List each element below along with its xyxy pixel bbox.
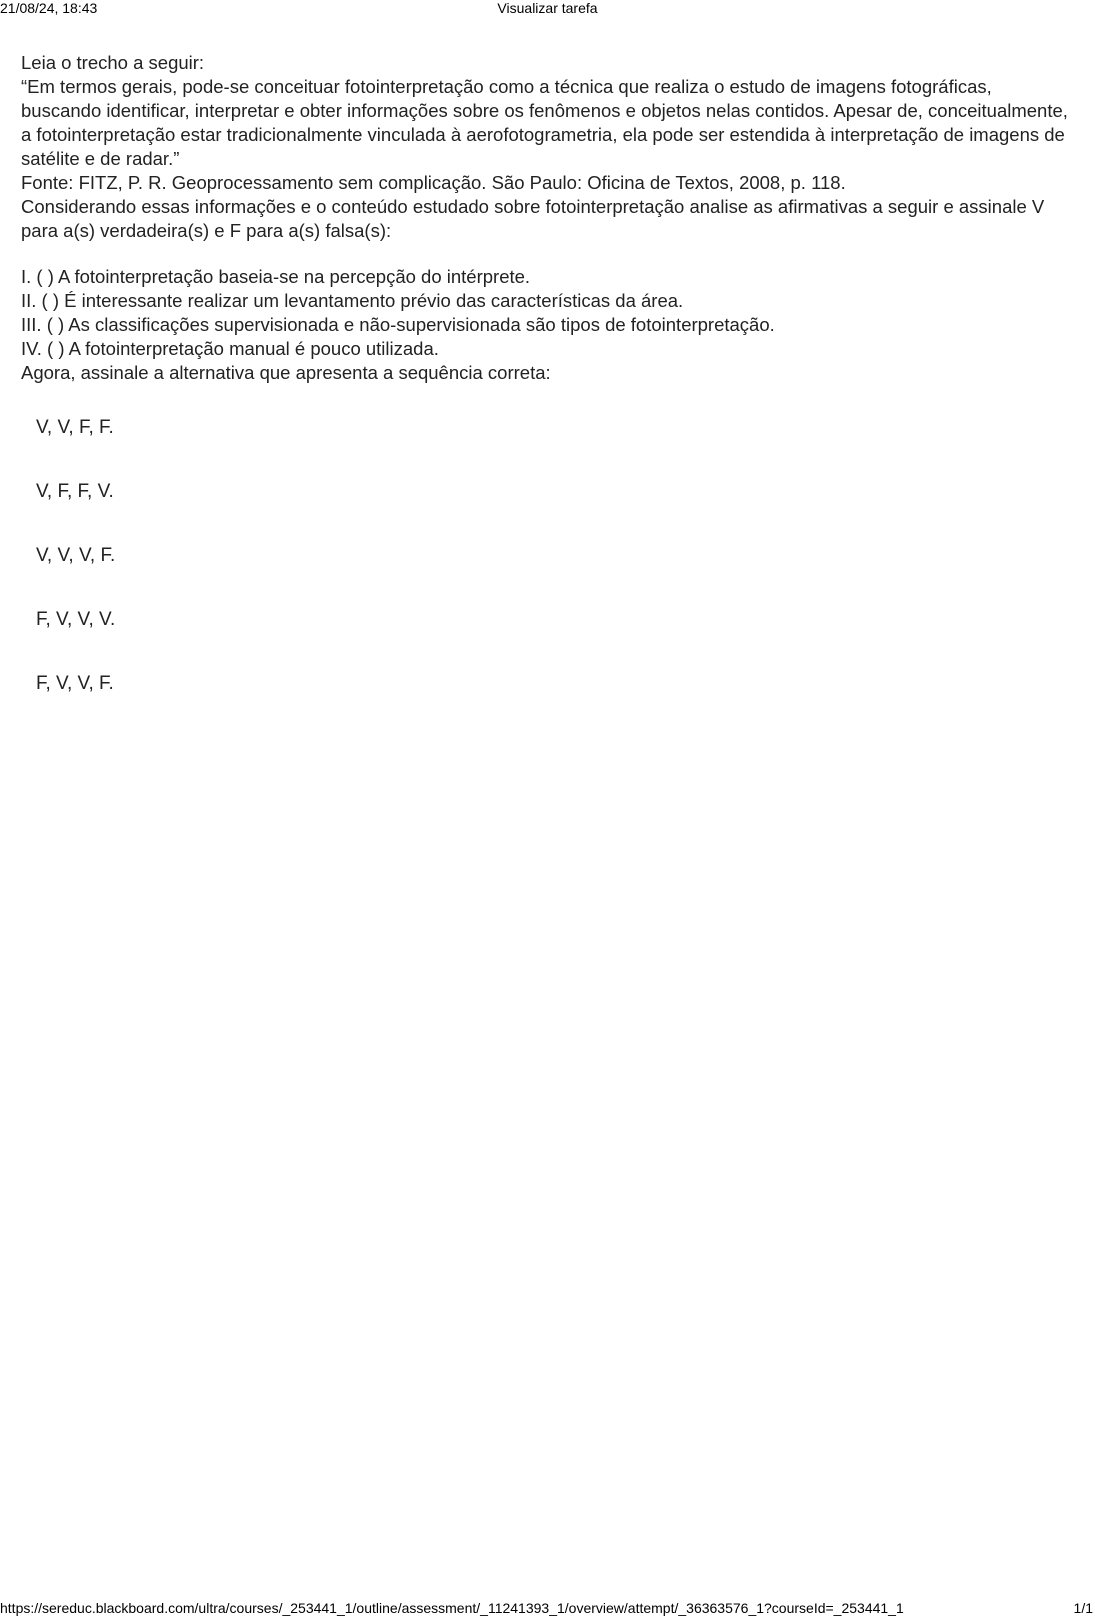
statement-2: II. ( ) É interessante realizar um levantamento prévio das características da área.: [21, 290, 684, 311]
page-title: Visualizar tarefa: [497, 0, 598, 16]
answer-option-e[interactable]: F, V, V, F.: [36, 673, 114, 694]
answer-options: [36, 417, 436, 737]
print-header: [0, 0, 1095, 18]
print-datetime: 21/08/24, 18:43: [0, 0, 98, 16]
answer-option-b[interactable]: V, F, F, V.: [36, 481, 114, 502]
answer-option-a[interactable]: V, V, F, F.: [36, 417, 114, 438]
page-number: 1/1: [1073, 1600, 1093, 1616]
page-url: https://sereduc.blackboard.com/ultra/courses/_253441_1/outline/assessment/_11241393_1/overview/attempt/_36363576_1?courseId=_253441_1: [0, 1600, 904, 1616]
question-body: [21, 51, 1071, 385]
question-intro: Leia o trecho a seguir:: [21, 52, 205, 73]
statement-1: I. ( ) A fotointerpretação baseia-se na percepção do intérprete.: [21, 266, 531, 287]
statement-4: IV. ( ) A fotointerpretação manual é pouco utilizada.: [21, 338, 439, 359]
print-footer: [0, 1600, 1095, 1620]
question-source: Fonte: FITZ, P. R. Geoprocessamento sem complicação. São Paulo: Oficina de Textos, 2008, p. 118.: [21, 172, 846, 193]
question-instruction: Considerando essas informações e o conteúdo estudado sobre fotointerpretação analise as afirmativas a seguir e assinale V para a(s) verdadeira(s) e F para a(s) falsa(s):: [21, 196, 1045, 241]
answer-option-d[interactable]: F, V, V, V.: [36, 609, 116, 630]
spacer: [21, 243, 1071, 265]
question-quote: “Em termos gerais, pode-se conceituar fotointerpretação como a técnica que realiza o estudo de imagens fotográficas, buscando identificar, interpretar e obter informações sobre os fenômenos e objetos nelas contidos. Apesar de, conceitualmente, a fotointerpretação estar tradicionalmente vinculada à aerofotogrametria, ela pode ser estendida à interpretação de imagens de satélite e de radar.”: [21, 76, 1068, 169]
answer-option-c[interactable]: V, V, V, F.: [36, 545, 116, 566]
statement-3: III. ( ) As classificações supervisionada e não-supervisionada são tipos de fotointerpretação.: [21, 314, 775, 335]
question-prompt: Agora, assinale a alternativa que apresenta a sequência correta:: [21, 362, 551, 383]
